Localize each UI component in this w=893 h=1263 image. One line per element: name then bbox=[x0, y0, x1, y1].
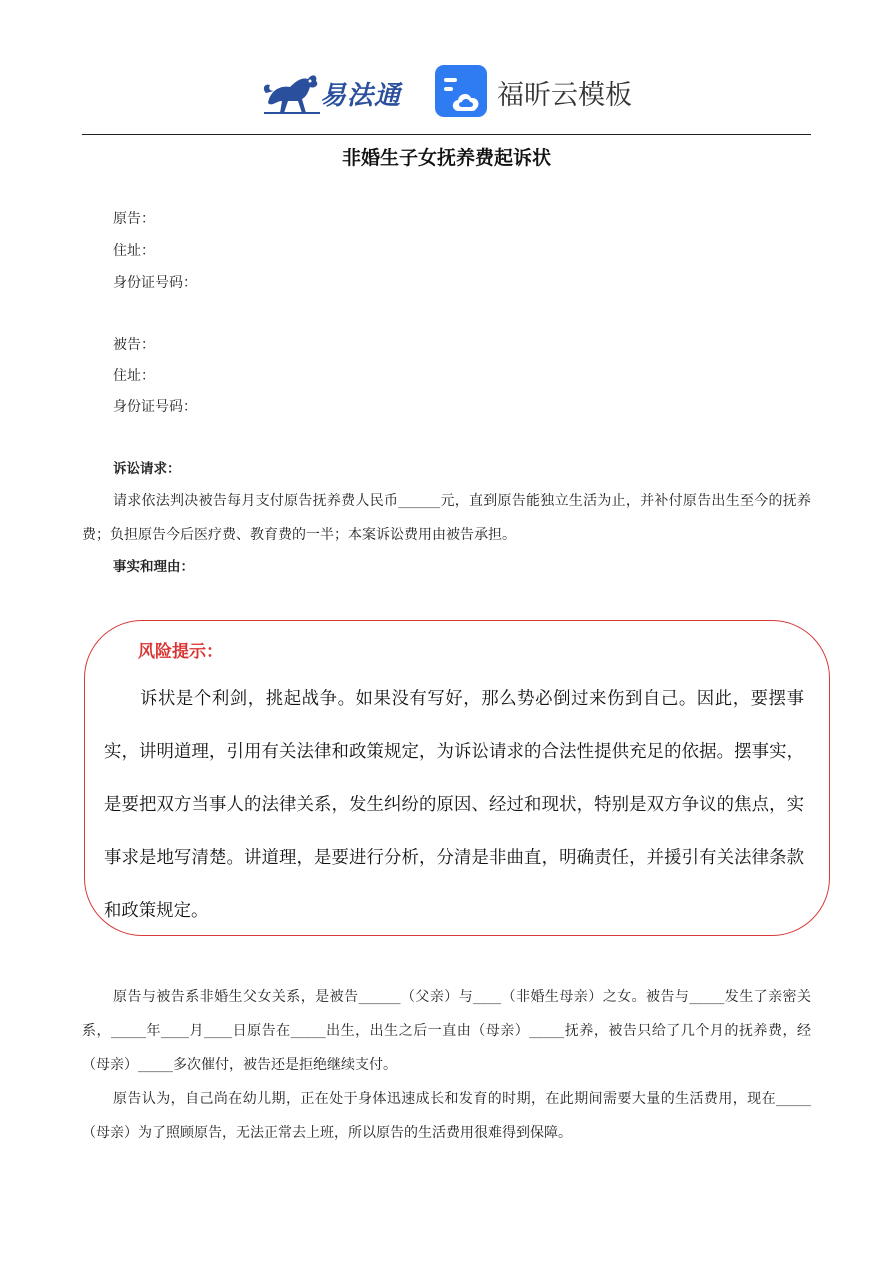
fuxin-cloud-icon bbox=[435, 65, 487, 117]
risk-notice-title: 风险提示： bbox=[138, 642, 223, 662]
yifatong-logo bbox=[262, 63, 412, 118]
document-title: 非婚生子女抚养费起诉状 bbox=[341, 147, 551, 169]
plaintiff-name-label: 原告： bbox=[113, 211, 155, 227]
logo2-text: 福昕云模板 bbox=[497, 80, 632, 111]
defendant-name-label: 被告： bbox=[113, 337, 155, 353]
header bbox=[0, 55, 893, 125]
facts-heading: 事实和理由： bbox=[113, 559, 194, 575]
facts-paragraph-2: 原告认为，自己尚在幼儿期，正在处于身体迅速成长和发育的时期，在此期间需要大量的生活费用，现在_____（母亲）为了照顾原告，无法正常去上班，所以原告的生活费用很难得到保障。 bbox=[82, 1091, 811, 1141]
plaintiff-address-label: 住址： bbox=[113, 243, 155, 259]
risk-notice-text: 诉状是个利剑，挑起战争。如果没有写好，那么势必倒过来伤到自己。因此，要摆事实，讲明道理，引用有关法律和政策规定，为诉讼请求的合法性提供充足的依据。摆事实，是要把双方当事人的法律关系，发生纠纷的原因、经过和现状，特别是双方争议的焦点，实事求是地写清楚。讲道理，是要进行分析，分清是非曲直，明确责任，并援引有关法律条款和政策规定。 bbox=[104, 689, 804, 921]
plaintiff-id-label: 身份证号码： bbox=[113, 275, 197, 291]
claims-paragraph: 请求依法判决被告每月支付原告抚养费人民币______元，直到原告能独立生活为止，并补付原告出生至今的抚养费；负担原告今后医疗费、教育费的一半；本案诉讼费用由被告承担。 bbox=[82, 493, 811, 543]
claims-heading: 诉讼请求： bbox=[113, 461, 181, 477]
defendant-id-label: 身份证号码： bbox=[113, 399, 197, 415]
defendant-address-label: 住址： bbox=[113, 368, 155, 384]
qilin-icon bbox=[262, 63, 322, 118]
facts-paragraph-1: 原告与被告系非婚生父女关系，是被告______（父亲）与____（非婚生母亲）之女。被告与_____发生了亲密关系，_____年____月____日原告在_____出生，出生之后一直由（母亲）_____抚养，被告只给了几个月的抚养费，经（母亲）_____多次催付，被告还是拒绝继续支付。 bbox=[82, 989, 811, 1073]
header-divider bbox=[82, 134, 811, 135]
logo1-text: 易法通 bbox=[320, 81, 402, 111]
